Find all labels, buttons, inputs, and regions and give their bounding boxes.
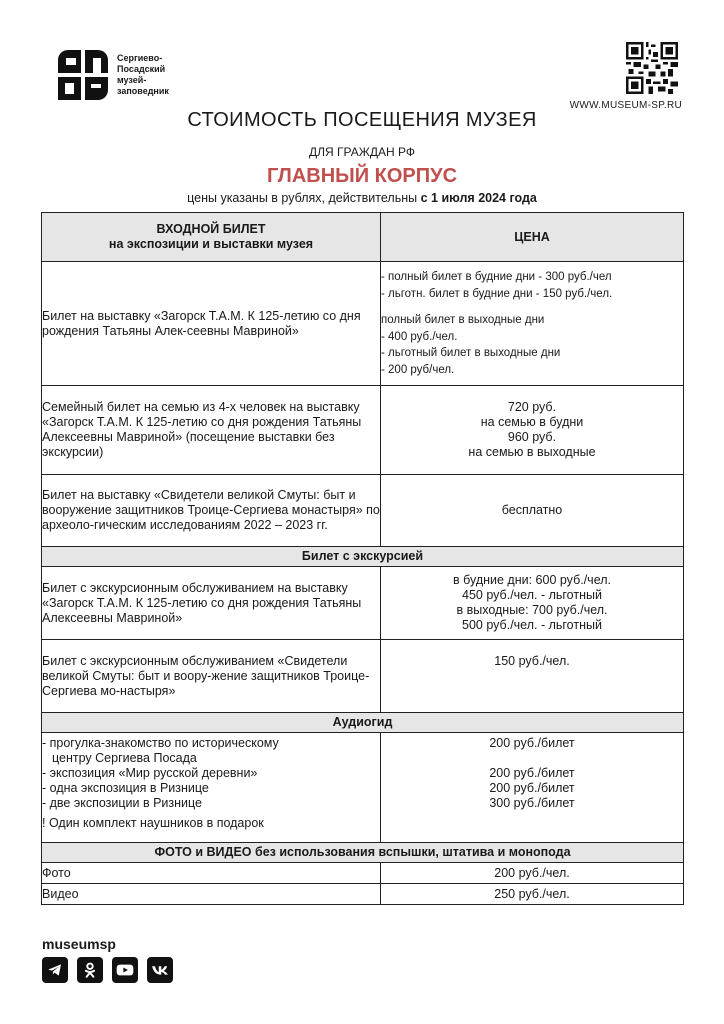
ticket-price: бесплатно bbox=[381, 475, 684, 547]
social-links bbox=[42, 957, 173, 983]
section-row bbox=[42, 713, 684, 733]
logo-line: Сергиево- bbox=[117, 53, 163, 63]
ticket-price: 150 руб./чел. bbox=[381, 640, 684, 713]
audio-price: 200 руб./билет bbox=[489, 766, 575, 780]
social-handle: museumsp bbox=[42, 936, 116, 952]
vk-icon[interactable] bbox=[147, 957, 173, 983]
price-line: 450 руб./чел. - льготный bbox=[462, 588, 602, 602]
section-row bbox=[42, 843, 684, 863]
price-line: - полный билет в будние дни - 300 руб./чел bbox=[381, 271, 612, 283]
telegram-icon[interactable] bbox=[42, 957, 68, 983]
logo-line: музей- bbox=[117, 75, 147, 85]
price-table bbox=[41, 212, 684, 905]
youtube-icon[interactable] bbox=[112, 957, 138, 983]
header-price: ЦЕНА bbox=[381, 213, 684, 262]
ticket-price bbox=[381, 386, 684, 475]
price-line: в будние дни: 600 руб./чел. bbox=[452, 573, 611, 587]
table-row bbox=[42, 475, 684, 547]
header-ticket-line2: на экспозиции и выставки музея bbox=[108, 237, 314, 251]
ticket-price bbox=[381, 567, 684, 640]
audio-price: 300 руб./билет bbox=[489, 796, 575, 810]
note-prefix: цены указаны в рублях, действительны bbox=[187, 191, 418, 205]
logo-line: заповедник bbox=[117, 86, 169, 96]
audio-item: - экспозиция «Мир русской деревни» bbox=[42, 766, 258, 780]
video-price: 250 руб./чел. bbox=[381, 884, 684, 905]
price-line: 960 руб. bbox=[507, 430, 557, 444]
audio-item-cont: центру Сергиева Посада bbox=[52, 751, 197, 765]
price-line: полный билет в выходные дни bbox=[381, 314, 545, 326]
ticket-name: Семейный билет на семью из 4-х человек на выставку «Загорск Т.А.М. К 125-летию со дня рождения Татьяны Алексеевны Мавриной» (посещение выставки без экскурсии) bbox=[42, 386, 381, 475]
audio-price: 200 руб./билет bbox=[489, 781, 575, 795]
logo-text bbox=[117, 53, 197, 97]
table-row bbox=[42, 640, 684, 713]
price-line: - 200 руб/чел. bbox=[381, 363, 455, 376]
building-title: ГЛАВНЫЙ КОРПУС bbox=[266, 165, 458, 187]
header-ticket bbox=[42, 213, 381, 262]
audio-item: - две экспозиции в Ризнице bbox=[42, 796, 203, 810]
table-row bbox=[42, 884, 684, 905]
page-subtitle: ДЛЯ ГРАЖДАН РФ bbox=[309, 145, 415, 159]
museum-logo bbox=[58, 50, 197, 100]
odnoklassniki-icon[interactable] bbox=[77, 957, 103, 983]
price-line: - льготн. билет в будние дни - 150 руб./чел. bbox=[381, 287, 613, 300]
ticket-name: Билет с экскурсионным обслуживанием «Свидетели великой Смуты: быт и воору-жение защитников Троице-Сергиева мо-настыря» bbox=[42, 640, 381, 713]
price-line: 720 руб. bbox=[507, 400, 557, 414]
price-line: на семью в будни bbox=[480, 415, 584, 429]
video-name: Видео bbox=[42, 884, 381, 905]
price-line: - льготный билет в выходные дни bbox=[381, 347, 561, 359]
ticket-name: Билет на выставку «Загорск Т.А.М. К 125-летию со дня рождения Татьяны Алек-сеевны Мавриной» bbox=[42, 262, 381, 386]
header-ticket-line1: ВХОДНОЙ БИЛЕТ bbox=[156, 222, 266, 236]
audio-item: - одна экспозиция в Ризнице bbox=[42, 781, 209, 795]
audio-item: - прогулка-знакомство по историческому bbox=[42, 736, 279, 750]
section-excursion: Билет с экскурсией bbox=[42, 547, 684, 567]
note-date: с 1 июля 2024 года bbox=[420, 191, 537, 205]
audio-items bbox=[42, 733, 381, 843]
validity-note bbox=[0, 191, 724, 205]
audio-price: 200 руб./билет bbox=[489, 736, 575, 750]
price-gap bbox=[381, 751, 683, 766]
section-audio: Аудиогид bbox=[42, 713, 684, 733]
price-line: в выходные: 700 руб./чел. bbox=[456, 603, 608, 617]
table-row bbox=[42, 262, 684, 386]
page-title: СТОИМОСТЬ ПОСЕЩЕНИЯ МУЗЕЯ bbox=[187, 109, 537, 131]
table-row bbox=[42, 863, 684, 884]
photo-name: Фото bbox=[42, 863, 381, 884]
ticket-price bbox=[381, 262, 684, 386]
table-row bbox=[42, 733, 684, 843]
logo-mark bbox=[58, 50, 108, 100]
audio-gift-note: ! Один комплект наушников в подарок bbox=[42, 816, 264, 830]
website-link[interactable]: WWW.MUSEUM-SP.RU bbox=[569, 100, 682, 111]
table-row bbox=[42, 567, 684, 640]
table-header-row bbox=[42, 213, 684, 262]
qr-code-icon[interactable] bbox=[626, 42, 678, 94]
price-line: на семью в выходные bbox=[468, 445, 596, 459]
section-photo: ФОТО и ВИДЕО без использования вспышки, штатива и монопода bbox=[42, 843, 684, 863]
price-line: 500 руб./чел. - льготный bbox=[462, 618, 602, 632]
ticket-name: Билет с экскурсионным обслуживанием на выставку «Загорск Т.А.М. К 125-летию со дня рождения Татьяны Алексеевны Мавриной» bbox=[42, 567, 381, 640]
section-row bbox=[42, 547, 684, 567]
price-gap bbox=[381, 302, 683, 312]
photo-price: 200 руб./чел. bbox=[381, 863, 684, 884]
ticket-name: Билет на выставку «Свидетели великой Смуты: быт и вооружение защитников Троице-Сергиева монастыря» по археоло-гическим исследованиям 2022 – 2023 гг. bbox=[42, 475, 381, 547]
table-row bbox=[42, 386, 684, 475]
audio-prices bbox=[381, 733, 684, 843]
price-line: - 400 руб./чел. bbox=[381, 330, 458, 343]
logo-line: Посадский bbox=[117, 64, 166, 74]
